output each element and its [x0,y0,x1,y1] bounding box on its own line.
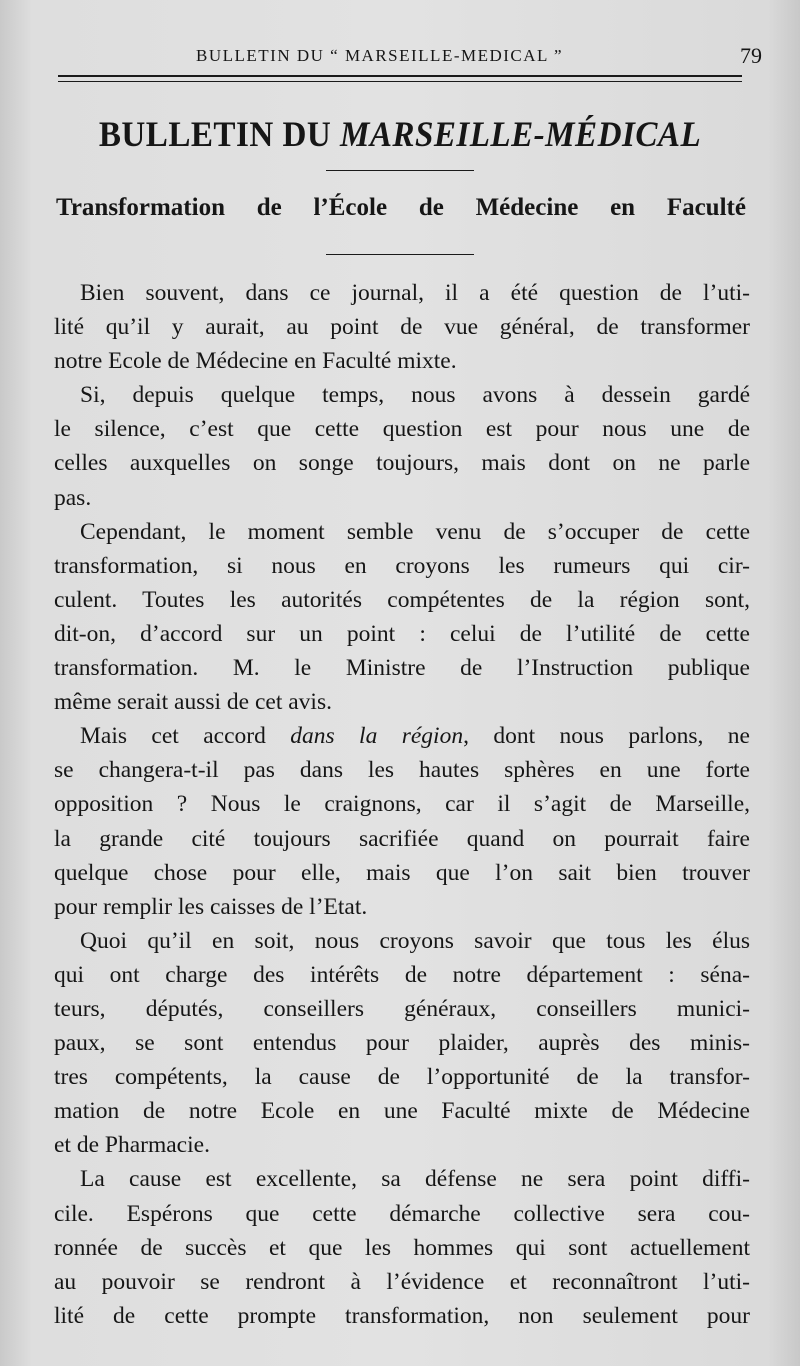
text-line: pour remplir les caisses de l’Etat. [54,893,368,920]
text-line: au pouvoir se rendront à l’évidence et reconnaîtront l’uti- [54,1268,750,1295]
text-line-mixed [80,719,750,753]
header-rule-thick [58,75,742,77]
text-line: quelque chose pour elle, mais que l’on sait bien trouver [54,859,750,886]
text-line: se changera-t-il pas dans les hautes sphères en une forte [54,757,750,784]
text-line: paux, se sont entendus pour plaider, auprès des minis- [54,1030,750,1057]
article-title-word: l’École [313,194,388,221]
text-line: celles auxquelles on songe toujours, mais dont on ne parle [54,450,750,477]
text-segment: Mais cet accord [80,723,291,750]
running-title: BULLETIN DU “ MARSEILLE-MEDICAL ” [196,46,564,65]
article-title-word: de [418,194,444,221]
text-line: le silence, c’est que cette question est pour nous une de [54,416,750,443]
journal-title [32,113,768,155]
text-line: Cependant, le moment semble venu de s’occuper de cette [80,518,750,545]
running-header [0,38,800,68]
text-line: mation de notre Ecole en une Faculté mixte de Médecine [54,1098,750,1125]
text-line: dit-on, d’accord sur un point : celui de l’utilité de cette [54,620,750,647]
text-line: opposition ? Nous le craignons, car il s’agit de Marseille, [54,791,750,818]
journal-title-italic: MARSEILLE-MÉDICAL [339,114,702,154]
text-line: La cause est excellente, sa défense ne sera point diffi- [80,1166,750,1193]
text-line: cile. Espérons que cette démarche collective sera cou- [54,1200,750,1227]
article-body [54,276,750,1333]
title-divider-bottom [326,254,474,255]
article-title-word: Médecine [475,194,579,221]
text-line: notre Ecole de Médecine en Faculté mixte. [54,348,457,375]
article-title-word: de [256,194,282,221]
text-line: transformation. M. le Ministre de l’Instruction publique [54,655,750,682]
text-line: qui ont charge des intérêts de notre département : séna- [54,961,750,988]
text-line: Si, depuis quelque temps, nous avons à dessein gardé [80,382,750,409]
text-line: transformation, si nous en croyons les rumeurs qui cir- [54,552,750,579]
text-line: et de Pharmacie. [54,1132,210,1159]
text-segment-italic: dans la région [290,723,464,750]
article-title-word: Faculté [666,194,746,221]
text-line: lité qu’il y aurait, au point de vue général, de transformer [54,314,750,341]
title-divider-top [326,170,474,171]
journal-title-prefix: BULLETIN DU [98,114,340,154]
text-line: ronnée de succès et que les hommes qui sont actuellement [54,1234,750,1261]
text-line: même serait aussi de cet avis. [54,689,332,716]
text-line: lité de cette prompte transformation, non seulement pour [54,1302,750,1329]
article-title [56,194,746,222]
text-line: Bien souvent, dans ce journal, il a été question de l’uti- [80,280,750,306]
text-line: la grande cité toujours sacrifiée quand on pourrait faire [54,825,750,852]
text-line: culent. Toutes les autorités compétentes de la région sont, [54,586,750,613]
text-line: Quoi qu’il en soit, nous croyons savoir que tous les élus [80,927,750,954]
text-line: tres compétents, la cause de l’opportunité de la transfor- [54,1064,750,1091]
page-number: 79 [740,43,762,68]
text-line: pas. [54,484,92,511]
header-rule-thin [58,81,742,82]
text-segment: , dont nous parlons, ne [463,723,750,750]
article-title-word: Transformation [56,194,225,221]
article-title-word: en [610,194,636,221]
text-line: teurs, députés, conseillers généraux, conseillers munici- [54,995,750,1022]
